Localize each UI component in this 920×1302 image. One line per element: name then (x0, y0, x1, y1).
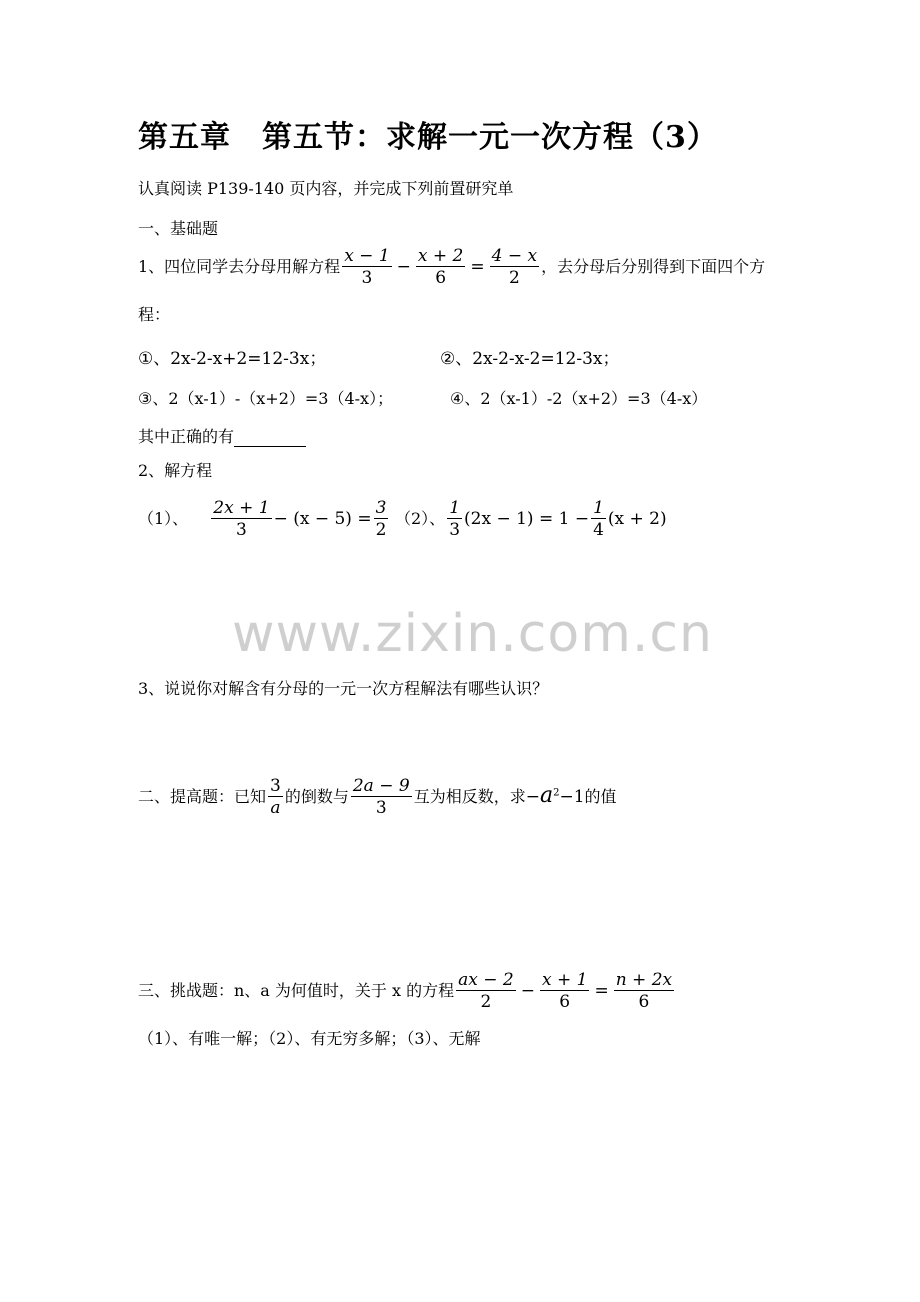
q1-minus: − (396, 257, 411, 277)
section3-prefix: 三、挑战题：n、a 为何值时，关于 x 的方程 (138, 981, 455, 1000)
q1-option-4: ④、2（x-1）-2（x+2）=3（4-x） (450, 389, 708, 408)
section2-fraction-2: $\frac{2a - 9}{3}$ (352, 776, 410, 818)
q2-part-2-fraction-a: $\frac{1}{3}$ (449, 498, 461, 540)
q1-prefix: 1、四位同学去分母用解方程 (138, 257, 341, 276)
section2-var-a: a (539, 783, 554, 808)
q2-part-2-middle: (2x − 1) = 1 − (464, 509, 590, 529)
answer-blank[interactable] (234, 428, 306, 447)
q1-fraction-3: $\frac{4 - x}{2}$ (491, 246, 538, 288)
section2-middle: 的倒数与 (284, 787, 349, 806)
intro-text: 认真阅读 P139-140 页内容，并完成下列前置研究单 (138, 179, 514, 198)
q2-part-1-middle: − (x − 5) = (273, 509, 372, 529)
section3-options: （1）、有唯一解；（2）、有无穷多解；（3）、无解 (138, 1029, 481, 1048)
q2-heading: 2、解方程 (138, 461, 213, 480)
section3-fraction-2: $\frac{x + 1}{6}$ (541, 970, 588, 1012)
q1-equals: = (470, 257, 485, 277)
q2-part-1-rhs: $\frac{3}{2}$ (375, 498, 387, 540)
q1-option-3: ③、2（x-1）-（x+2）=3（4-x）； (138, 389, 394, 408)
section2-exponent: 2 (553, 787, 560, 799)
section2-suffix: 的值 (584, 787, 617, 806)
section3-line (138, 970, 676, 1013)
watermark: www.zixin.com.cn (232, 604, 713, 664)
q3-text: 3、说说你对解含有分母的一元一次方程解法有哪些认识？ (138, 679, 549, 698)
q2-part-2-label: （2）、 (395, 509, 446, 528)
q2-part-1-label: （1）、 (138, 509, 189, 528)
section1-heading: 一、基础题 (138, 219, 219, 238)
section2-prefix: 二、提高题：已知 (138, 787, 267, 806)
section3-minus: − (520, 981, 535, 1001)
q1-answer-prompt: 其中正确的有 (138, 427, 235, 446)
q1-line (138, 246, 765, 289)
q1-suffix: ，去分母后分别得到下面四个方 (541, 257, 766, 276)
page-title: 第五章 第五节：求解一元一次方程（3） (138, 120, 718, 155)
section3-equals: = (594, 981, 609, 1001)
section2-fraction-1: $\frac{3}{a}$ (270, 776, 281, 818)
q2-part-1 (138, 498, 390, 541)
section2-middle-2: 互为相反数，求 (413, 787, 526, 806)
q1-fraction-1: $\frac{x - 1}{3}$ (344, 246, 390, 288)
q2-part-2-tail: (x + 2) (607, 509, 667, 529)
q1-answer-line (138, 424, 306, 447)
section3-fraction-1: $\frac{ax - 2}{2}$ (458, 970, 514, 1012)
q1-option-1: ①、2x-2-x+2=12-3x； (138, 349, 327, 369)
section2-minus: − (525, 787, 540, 807)
q1-option-2: ②、2x-2-x-2=12-3x； (440, 349, 620, 369)
q2-part-2-fraction-b: $\frac{1}{4}$ (593, 498, 604, 540)
q2-part-2 (395, 498, 667, 541)
section3-fraction-3: $\frac{n + 2x}{6}$ (615, 970, 673, 1012)
q2-part-1-fraction: $\frac{2x + 1}{3}$ (213, 498, 270, 540)
q1-fraction-2: $\frac{x + 2}{6}$ (417, 246, 464, 288)
section2-line (138, 776, 617, 819)
section2-minus-one: −1 (559, 787, 585, 807)
q1-wrap: 程： (138, 305, 171, 324)
